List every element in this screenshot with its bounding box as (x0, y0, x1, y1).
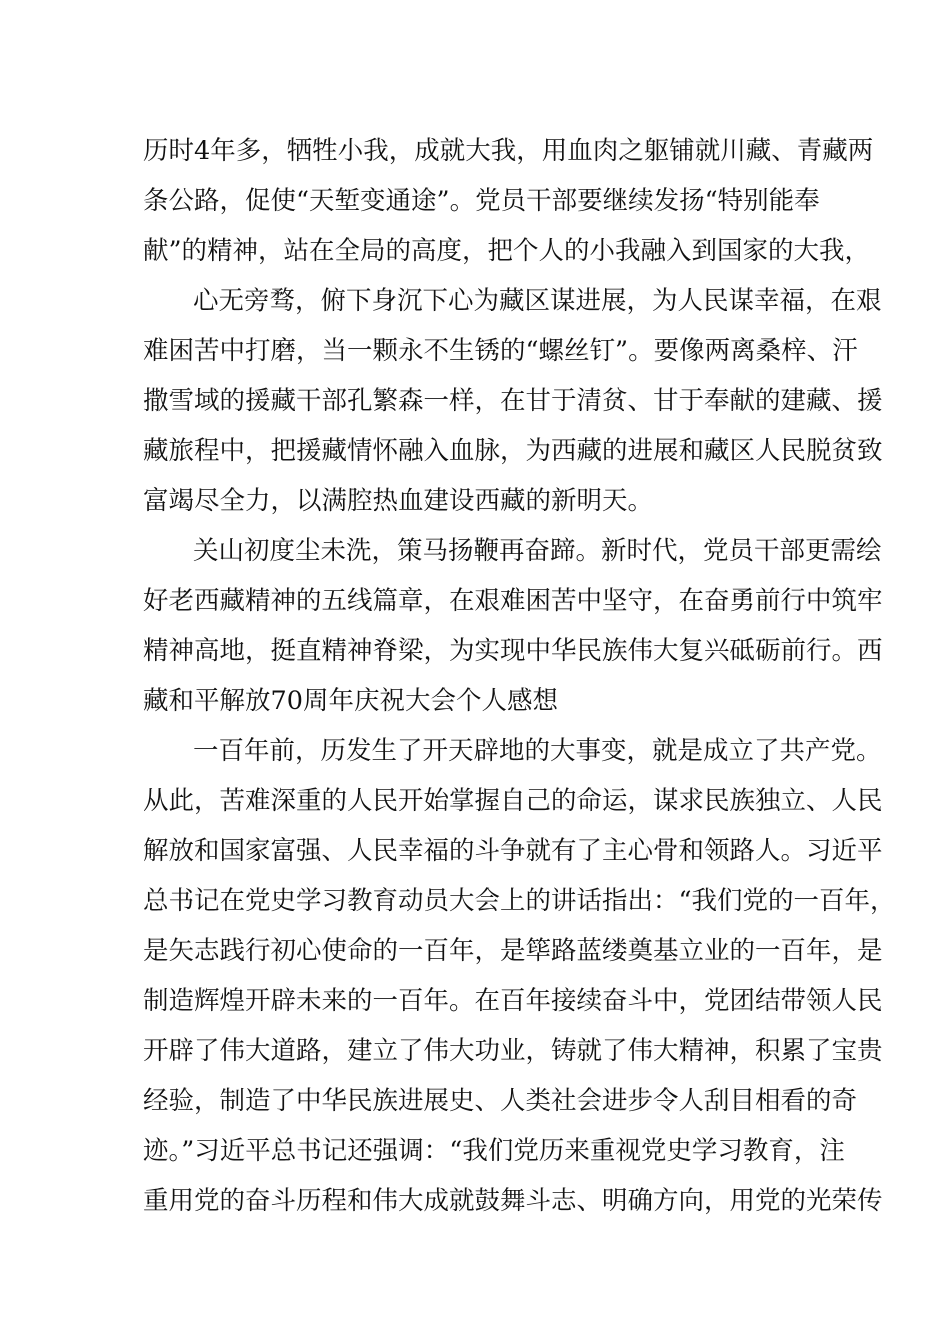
text-line: 解放和国家富强、人民幸福的斗争就有了主心骨和领路人。习近平 (143, 836, 883, 866)
text-line: 总书记在党史学习教育动员大会上的讲话指出：“我们党的一百年， (143, 886, 896, 916)
text-line: 历时4年多，牺牲小我，成就大我，用血肉之躯铺就川藏、青藏两 (143, 136, 874, 166)
text-line: 是矢志践行初心使命的一百年，是筚路蓝缕奠基立业的一百年，是 (143, 936, 883, 966)
text-line: 藏旅程中，把援藏情怀融入血脉，为西藏的进展和藏区人民脱贫致 (143, 436, 883, 466)
text-line: 经验，制造了中华民族进展史、人类社会进步令人刮目相看的奇 (143, 1086, 858, 1116)
text-line: 撒雪域的援藏干部孔繁森一样，在甘于清贫、甘于奉献的建藏、援 (143, 386, 883, 416)
paragraph-first-line: 关山初度尘未洗，策马扬鞭再奋蹄。新时代，党员干部更需绘 (193, 536, 882, 566)
text-line: 条公路，促使“天堑变通途”。党员干部要继续发扬“特别能奉 (143, 186, 820, 216)
text-line: 献”的精神，站在全局的高度，把个人的小我融入到国家的大我， (143, 236, 871, 266)
text-line: 难困苦中打磨，当一颗永不生锈的“螺丝钉”。要像两离桑梓、汗 (143, 336, 858, 366)
text-line: 从此，苦难深重的人民开始掌握自己的命运，谋求民族独立、人民 (143, 786, 883, 816)
text-line: 精神高地，挺直精神脊梁，为实现中华民族伟大复兴砥砺前行。西 (143, 636, 883, 666)
text-line: 富竭尽全力，以满腔热血建设西藏的新明天。 (143, 486, 654, 516)
paragraph-first-line: 一百年前，历发生了开天辟地的大事变，就是成立了共产党。 (193, 736, 882, 766)
text-line: 重用党的奋斗历程和伟大成就鼓舞斗志、明确方向，用党的光荣传 (143, 1186, 883, 1216)
paragraph-first-line: 心无旁骛，俯下身沉下心为藏区谋进展，为人民谋幸福，在艰 (193, 286, 882, 316)
text-line: 制造辉煌开辟未来的一百年。在百年接续奋斗中，党团结带领人民 (143, 986, 883, 1016)
text-line: 好老西藏精神的五线篇章，在艰难困苦中坚守，在奋勇前行中筑牢 (143, 586, 883, 616)
text-line: 藏和平解放70周年庆祝大会个人感想 (143, 686, 558, 716)
text-line: 开辟了伟大道路，建立了伟大功业，铸就了伟大精神，积累了宝贵 (143, 1036, 883, 1066)
text-line: 迹。”习近平总书记还强调：“我们党历来重视党史学习教育，注 (143, 1136, 845, 1166)
